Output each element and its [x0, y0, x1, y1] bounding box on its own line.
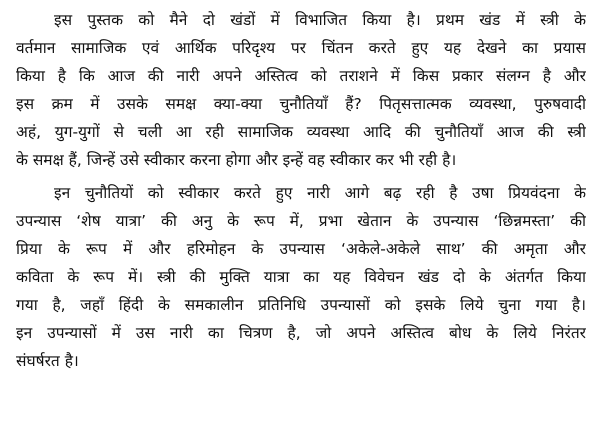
text-line: कविता के रूप में। स्त्री की मुक्ति यात्रा का यह विवेचन खंड दो के अंतर्गत किया: [16, 268, 586, 286]
text-line: गया है, जहाँ हिंदी के समकालीन प्रतिनिधि उपन्यासों को इसके लिये चुना गया है।: [16, 296, 586, 314]
text-line: इन चुनौतियों को स्वीकार करते हुए नारी आगे बढ़ रही है उषा प्रियवंदना के: [54, 184, 586, 202]
paragraph-novels: [16, 179, 586, 375]
text-line: वर्तमान सामाजिक एवं आर्थिक परिदृश्य पर चिंतन करते हुए यह देखने का प्रयास: [16, 39, 586, 57]
text-line: इस पुस्तक को मैने दो खंडों में विभाजित किया है। प्रथम खंड में स्त्री के: [54, 11, 586, 29]
text-line: के समक्ष हैं, जिन्हें उसे स्वीकार करना होगा और इन्हें वह स्वीकार कर भी रही है।: [16, 151, 457, 169]
text-line: संघर्षरत है।: [16, 352, 79, 370]
text-line: इन उपन्यासों में उस नारी का चित्रण है, जो अपने अस्तित्व बोध के लिये निरंतर: [16, 324, 586, 342]
paragraph-book-structure: [16, 6, 586, 174]
text-line: अहं, युग-युगों से चली आ रही सामाजिक व्यवस्था आदि की चुनौतियाँ आज की स्त्री: [16, 123, 586, 141]
text-line: इस क्रम में उसके समक्ष क्या-क्या चुनौतियाँ हैं? पितृसत्तात्मक व्यवस्था, पुरुषवादी: [16, 95, 586, 113]
text-line: प्रिया के रूप में और हरिमोहन के उपन्यास ‘अकेले-अकेले साथ’ की अमृता और: [16, 240, 586, 258]
text-line: किया है कि आज की नारी अपने अस्तित्व को तराशने में किस प्रकार संलग्न है और: [16, 67, 586, 85]
text-line: उपन्यास ‘शेष यात्रा’ की अनु के रूप में, प्रभा खेतान के उपन्यास ‘छिन्नमस्ता’ की: [16, 212, 586, 230]
